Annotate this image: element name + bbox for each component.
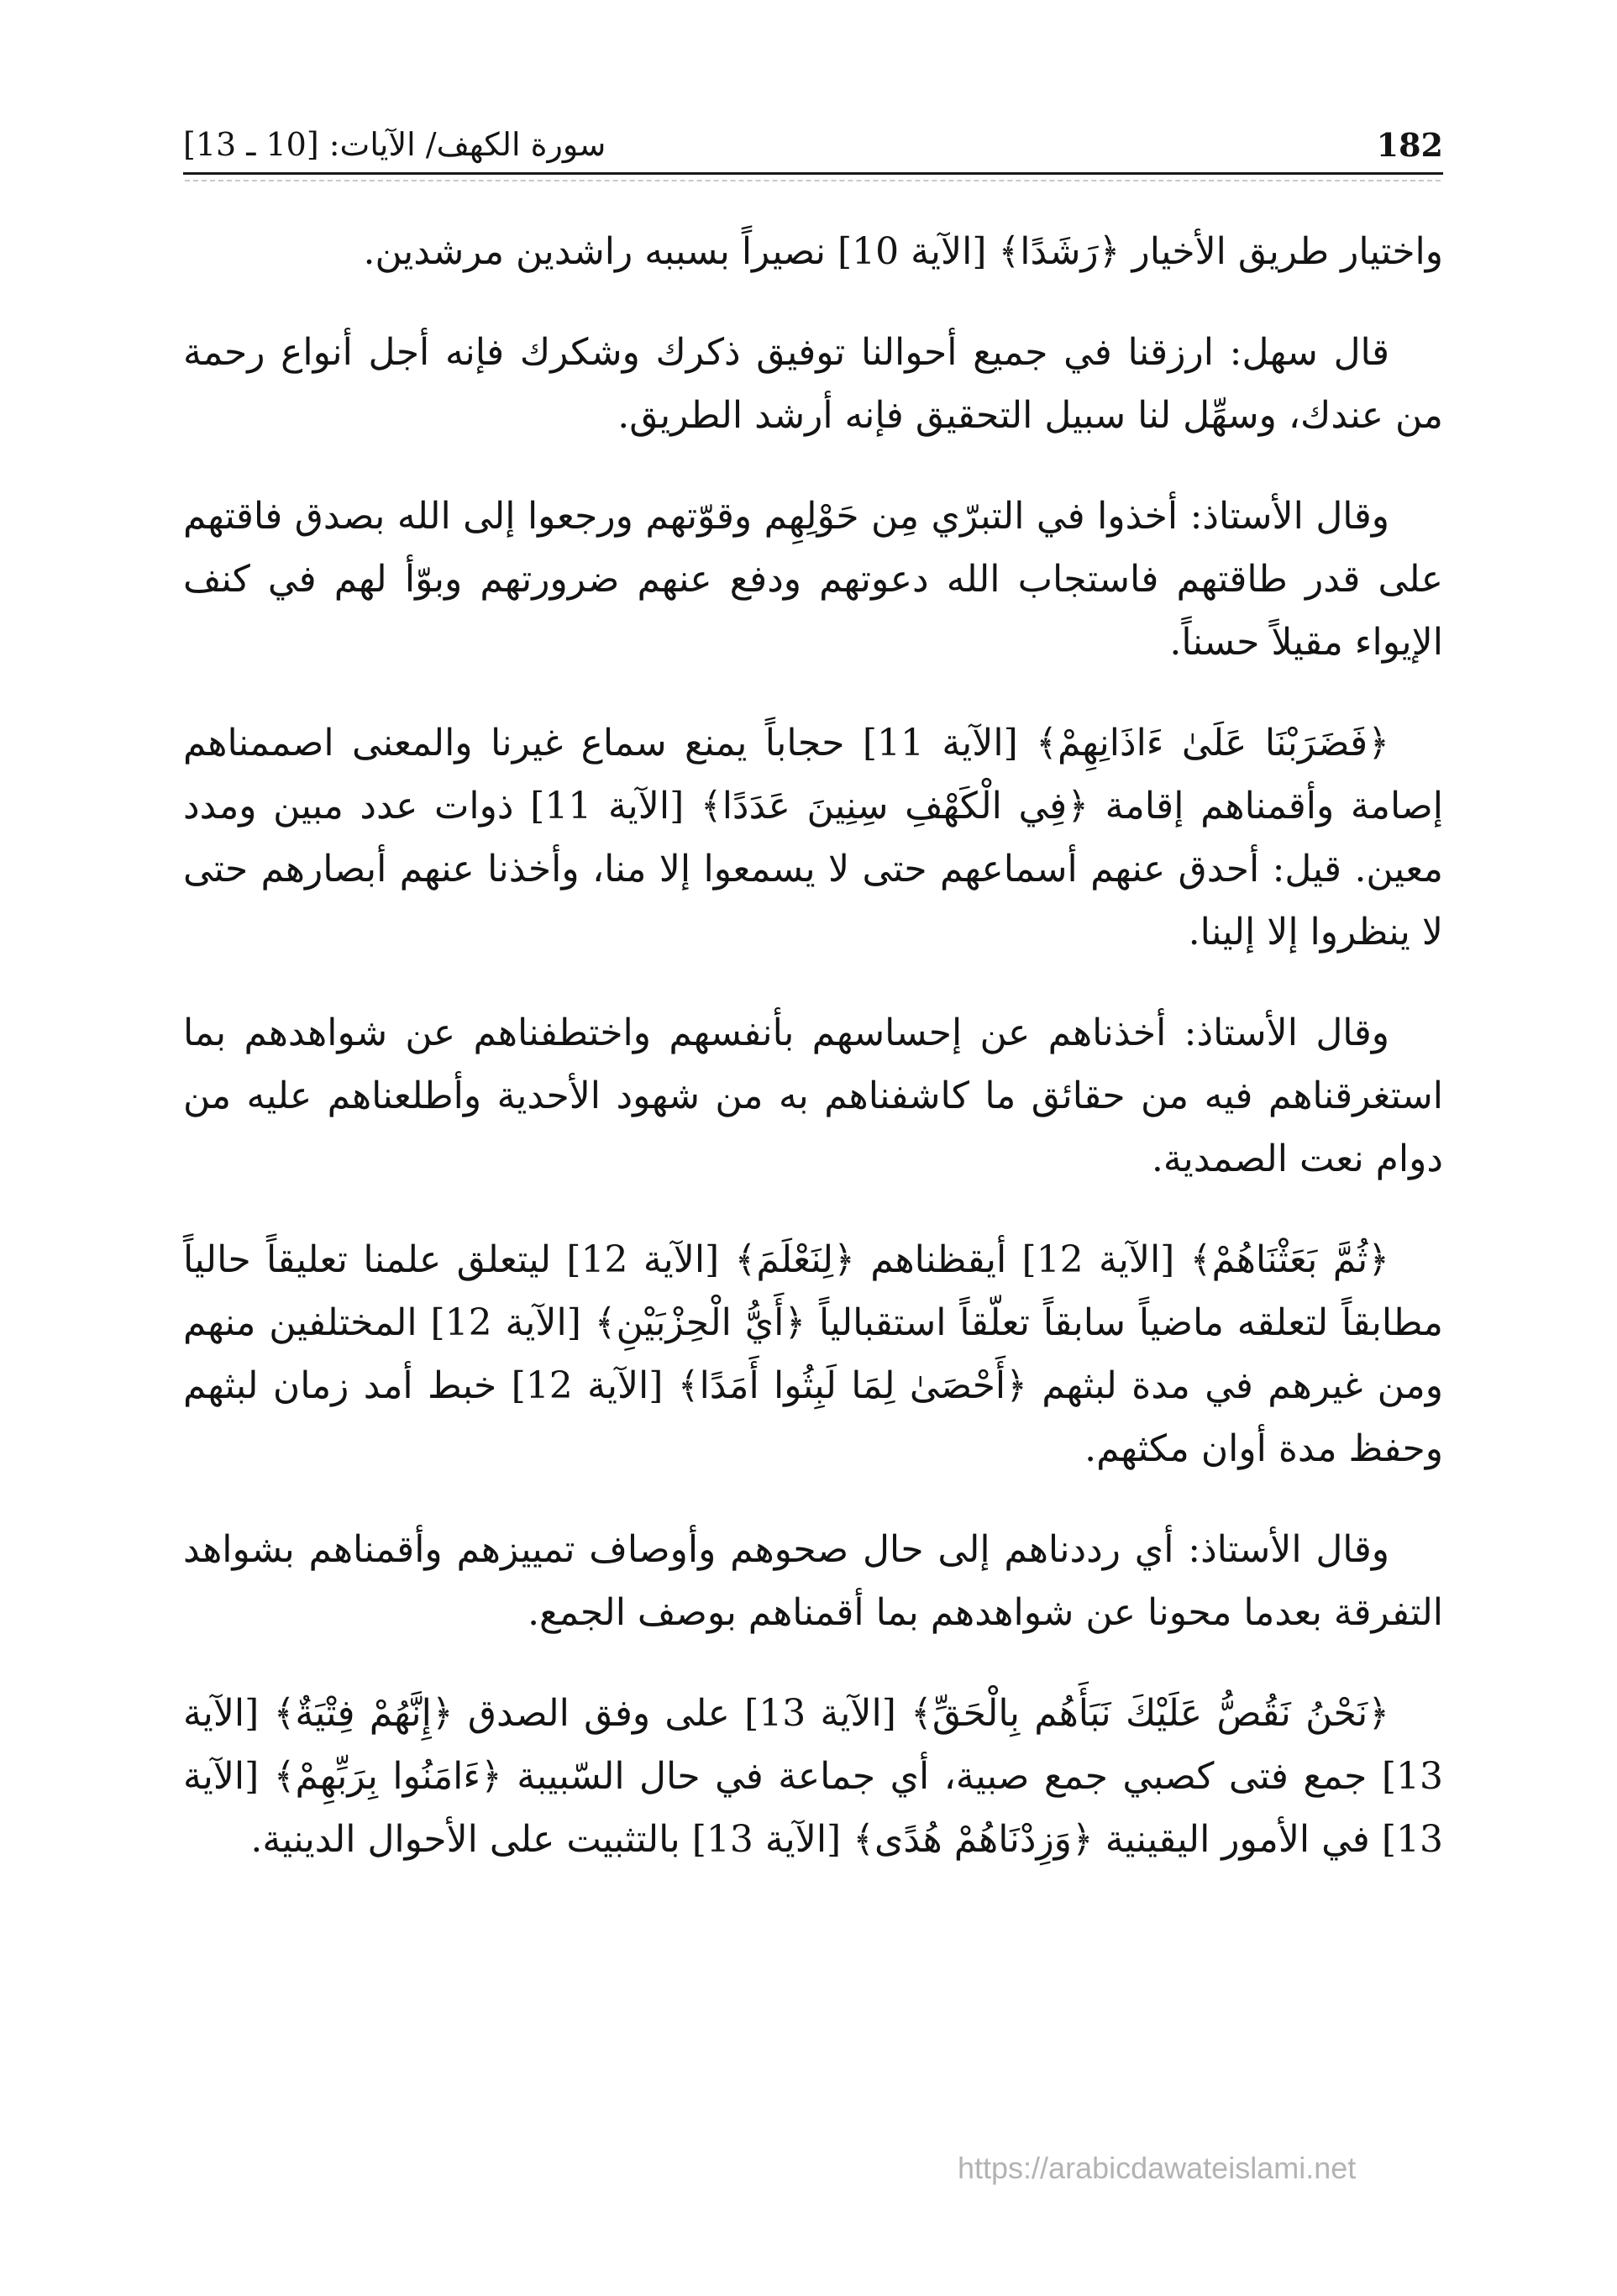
header-rule-shadow [185,180,1441,181]
running-title: سورة الكهف/ الآيات: [10 ـ 13] [183,126,606,163]
paragraph-5: وقال الأستاذ: أخذناهم عن إحساسهم بأنفسهم واختطفناهم عن شواهدهم بما استغرقناهم فيه من حقائق ما كاشفناهم به من شهود الأحدية وأطلعناهم عليه من دوام نعت الصمدية. [183,1011,1443,1180]
page-number: 182 [1376,126,1443,164]
paragraph-8: ﴿نَحْنُ نَقُصُّ عَلَيْكَ نَبَأَهُم بِالْحَقِّ﴾ [الآية 13] على وفق الصدق ﴿إِنَّهُمْ فِتْيَةٌ﴾ [الآية 13] جمع فتى كصبي جمع صبية، أي جماعة في حال السّبيبة ﴿ءَامَنُوا بِرَبِّهِمْ﴾ [الآية 13] في الأمور اليقينية ﴿وَزِدْنَاهُمْ هُدًى﴾ [الآية 13] بالتثبيت على الأحوال الدينية. [183,1692,1443,1861]
header-rule [183,172,1443,175]
paragraph-6: ﴿ثُمَّ بَعَثْنَاهُمْ﴾ [الآية 12] أيقظناهم ﴿لِنَعْلَمَ﴾ [الآية 12] ليتعلق علمنا تعليقاً حالياً مطابقاً لتعلقه ماضياً سابقاً تعلّقاً استقبالياً ﴿أَيُّ الْحِزْبَيْنِ﴾ [الآية 12] المختلفين منهم ومن غيرهم في مدة لبثهم ﴿أَحْصَىٰ لِمَا لَبِثُوا أَمَدًا﴾ [الآية 12] خبط أمد زمان لبثهم وحفظ مدة أوان مكثهم. [183,1238,1443,1470]
page-header [183,119,1443,170]
paragraph-4: ﴿فَضَرَبْنَا عَلَىٰ ءَاذَانِهِمْ﴾ [الآية 11] حجاباً يمنع سماع غيرنا والمعنى اصممناهم إصامة وأقمناهم إقامة ﴿فِي الْكَهْفِ سِنِينَ عَدَدًا﴾ [الآية 11] ذوات عدد مبين ومدد معين. قيل: أحدق عنهم أسماعهم حتى لا يسمعوا إلا منا، وأخذنا عنهم أبصارهم حتى لا ينظروا إلا إلينا. [183,722,1444,954]
paragraph-7: وقال الأستاذ: أي رددناهم إلى حال صحوهم وأوصاف تمييزهم وأقمناهم بشواهد التفرقة بعدما محونا عن شواهدهم بما أقمناهم بوصف الجمع. [183,1528,1443,1634]
paragraph-2: قال سهل: ارزقنا في جميع أحوالنا توفيق ذكرك وشكرك فإنه أجل أنواع رحمة من عندك، وسهِّل لنا سبيل التحقيق فإنه أرشد الطريق. [183,331,1443,437]
body-text [183,220,1443,1909]
paragraph-3: وقال الأستاذ: أخذوا في التبرّي مِن حَوْلِهِم وقوّتهم ورجعوا إلى الله بصدق فاقتهم على قدر طاقتهم فاستجاب الله دعوتهم ودفع عنهم ضرورتهم وبوّأ لهم في كنف الإيواء مقيلاً حسناً. [183,495,1443,664]
paragraph-1: واختيار طريق الأخيار ﴿رَشَدًا﴾ [الآية 10] نصيراً بسببه راشدين مرشدين. [363,230,1443,273]
watermark-url: https://arabicdawateislami.net [958,2151,1357,2185]
